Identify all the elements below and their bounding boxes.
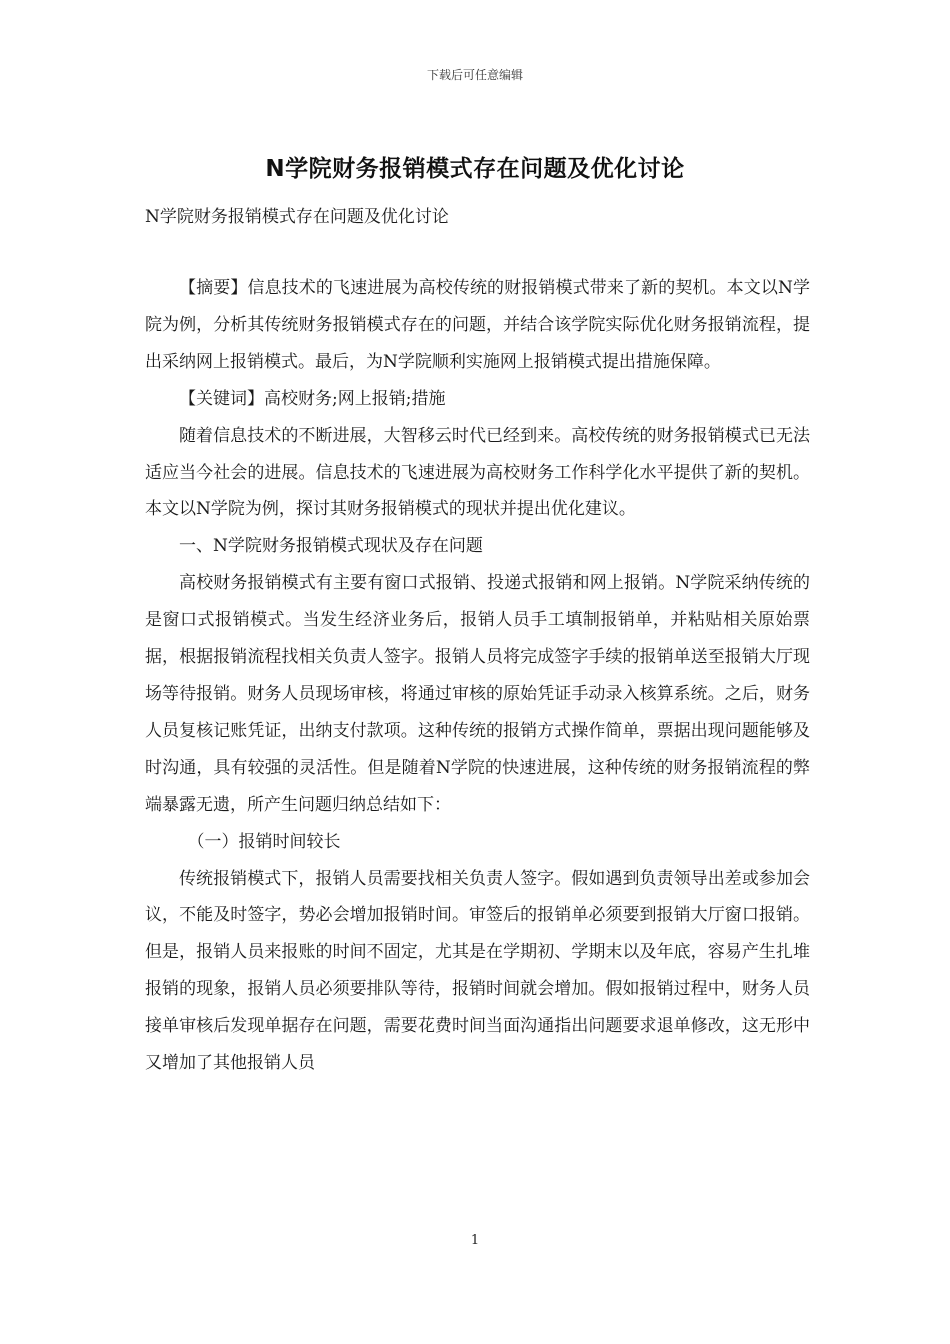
subsection-heading: （一）报销时间较长 <box>187 831 341 852</box>
page-number: 1 <box>470 1233 480 1248</box>
document-subtitle: N学院财务报销模式存在问题及优化讨论 <box>145 207 449 227</box>
intro-paragraph: 随着信息技术的不断进展，大智移云时代已经到来。高校传统的财务报销模式已无法适应当今社会的进展。信息技术的飞速进展为高校财务工作科学化水平提供了新的契机。本文以N学院为例，探讨其财务报销模式的现状并提出优化建议。 <box>145 425 810 520</box>
abstract-paragraph: 【摘要】信息技术的飞速进展为高校传统的财报销模式带来了新的契机。本文以N学院为例，分析其传统财务报销模式存在的问题，并结合该学院实际优化财务报销流程，提出采纳网上报销模式。最后，为N学院顺利实施网上报销模式提出措施保障。 <box>145 278 810 372</box>
section-heading: 一、N学院财务报销模式现状及存在问题 <box>179 536 483 557</box>
status-paragraph: 高校财务报销模式有主要有窗口式报销、投递式报销和网上报销。N学院采纳传统的是窗口式报销模式。当发生经济业务后，报销人员手工填制报销单，并粘贴相关原始票据，根据报销流程找相关负责人签字。报销人员将完成签字手续的报销单送至报销大厅现场等待报销。财务人员现场审核，将通过审核的原始凭证手动录入核算系统。之后，财务人员复核记账凭证，出纳支付款项。这种传统的报销方式操作简单，票据出现问题能够及时沟通，具有较强的灵活性。但是随着N学院的快速进展，这种传统的财务报销流程的弊端暴露无遗，所产生问题归纳总结如下： <box>145 573 810 815</box>
keywords-paragraph: 【关键词】高校财务;网上报销;措施 <box>179 388 446 409</box>
time-issue-paragraph: 传统报销模式下，报销人员需要找相关负责人签字。假如遇到负责领导出差或参加会议，不能及时签字，势必会增加报销时间。审签后的报销单必须要到报销大厅窗口报销。但是，报销人员来报账的时间不固定，尤其是在学期初、学期末以及年底，容易产生扎堆报销的现象，报销人员必须要排队等待，报销时间就会增加。假如报销过程中，财务人员接单审核后发现单据存在问题，需要花费时间当面沟通指出问题要求退单修改，这无形中又增加了其他报销人员 <box>145 868 810 1074</box>
document-body <box>145 270 810 1082</box>
document-title: N学院财务报销模式存在问题及优化讨论 <box>265 156 685 182</box>
header-note: 下载后可任意编辑 <box>426 68 523 82</box>
